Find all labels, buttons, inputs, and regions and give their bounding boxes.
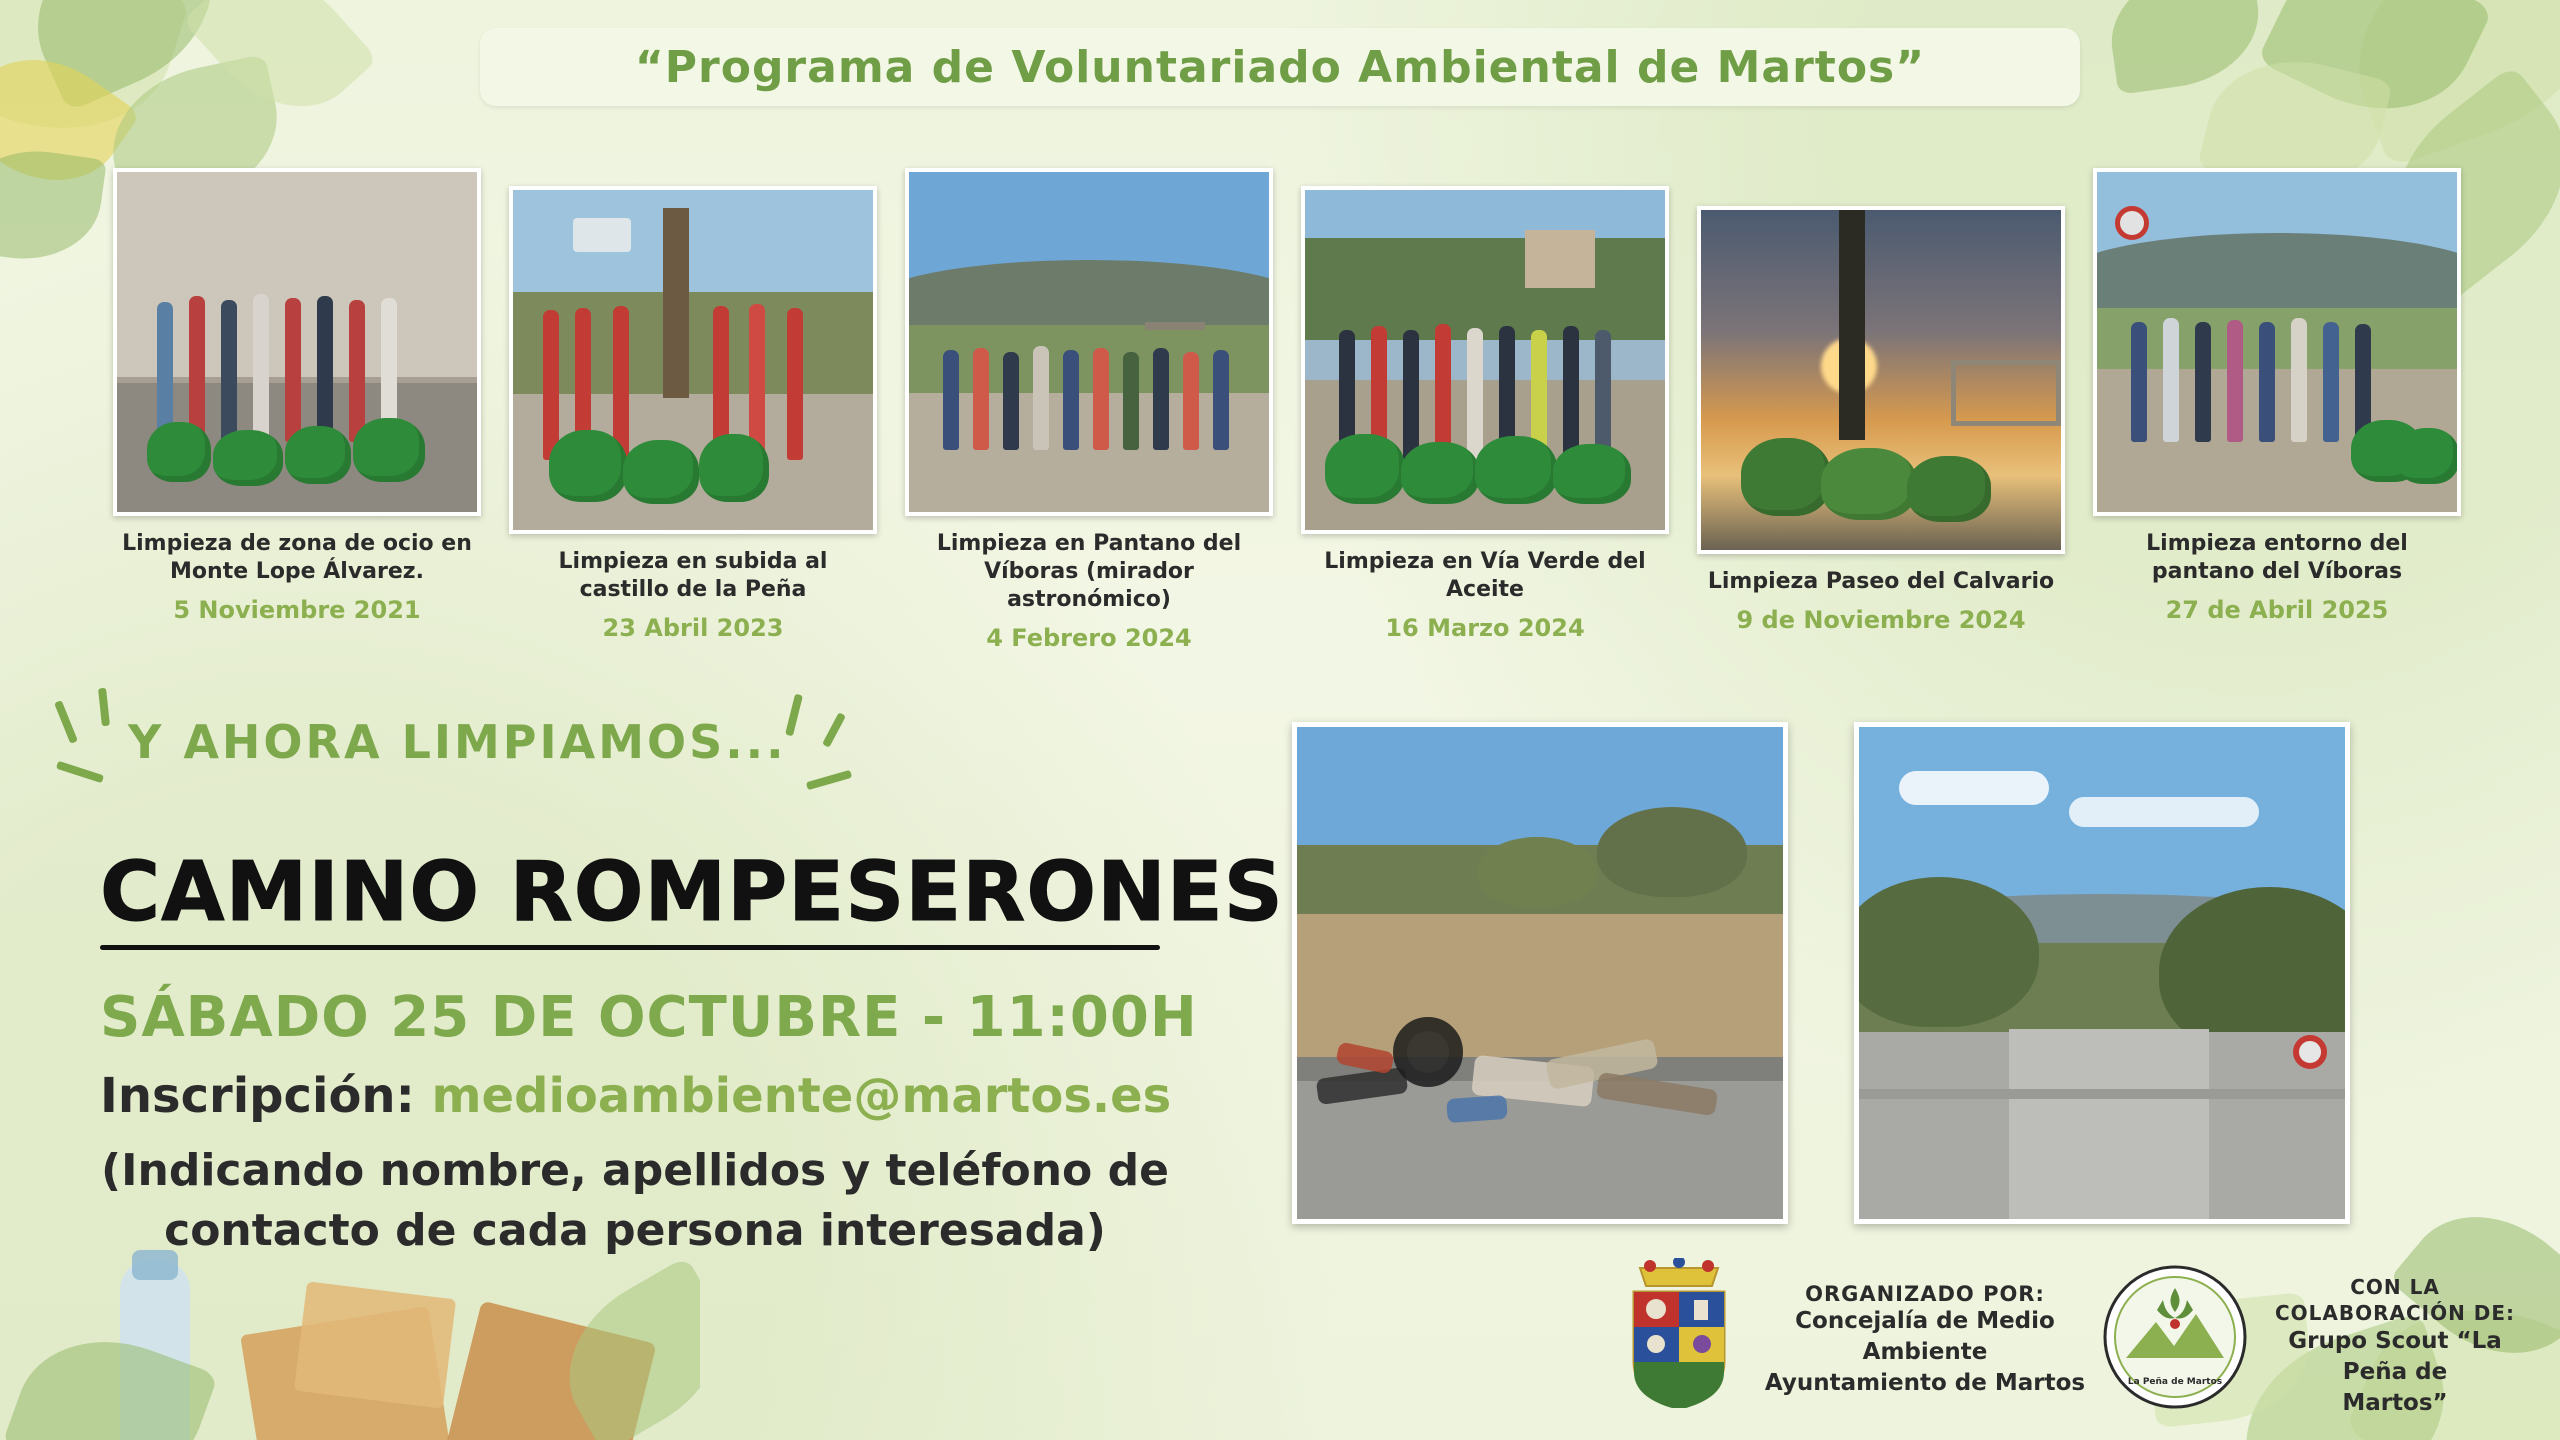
gallery-caption: Limpieza en subida al castillo de la Peña: [558, 549, 828, 603]
gallery-date: 9 de Noviembre 2024: [1736, 606, 2026, 635]
gallery-item: [508, 186, 878, 652]
target-location-photos: [1292, 722, 2350, 1224]
event-datetime: SÁBADO 25 DE OCTUBRE - 11:00H: [100, 985, 1198, 1050]
photo-clean-road: [1854, 722, 2350, 1224]
gallery-date: 5 Noviembre 2021: [173, 596, 421, 625]
header-banner: [480, 28, 2080, 106]
signup-email[interactable]: medioambiente@martos.es: [431, 1068, 1172, 1124]
gallery-caption: Limpieza entorno del pantano del Víboras: [2146, 531, 2408, 585]
organizer-line-1: Concejalía de Medio Ambiente: [1795, 1308, 2055, 1366]
gallery-photo: [2093, 168, 2461, 516]
gallery-photo: [905, 168, 1273, 516]
past-cleanups-gallery: [112, 168, 2462, 652]
gallery-item: [1300, 186, 1670, 652]
collaborator-line-2: Martos”: [2342, 1390, 2448, 1417]
gallery-caption: Limpieza en Pantano del Víboras (mirador astronómico): [936, 531, 1242, 613]
gallery-caption: Limpieza de zona de ocio en Monte Lope Álvarez.: [122, 531, 472, 585]
gallery-photo: [509, 186, 877, 534]
gallery-date: 16 Marzo 2024: [1385, 614, 1585, 643]
organizer-block: [1760, 1282, 2090, 1399]
collaborator-line-1: Grupo Scout “La Peña de: [2288, 1328, 2502, 1386]
gallery-date: 4 Febrero 2024: [986, 624, 1192, 653]
event-title: CAMINO ROMPESERONES: [100, 845, 1284, 940]
photo-dumping-site: [1292, 722, 1788, 1224]
page-title: “Programa de Voluntariado Ambiental de Martos”: [634, 41, 1926, 93]
gallery-photo: [1697, 206, 2065, 554]
event-kicker: Y AHORA LIMPIAMOS...: [128, 715, 787, 769]
gallery-date: 23 Abril 2023: [602, 614, 784, 643]
escudo-ayuntamiento-icon: [1620, 1258, 1738, 1408]
collaborator-block: [2260, 1274, 2530, 1419]
footer: [1620, 1250, 2520, 1430]
gallery-date: 27 de Abril 2025: [2165, 596, 2389, 625]
organizer-label: ORGANIZADO POR:: [1805, 1282, 2045, 1306]
svg-text:La Peña de Martos: La Peña de Martos: [2127, 1377, 2223, 1387]
event-title-underline: [100, 945, 1160, 950]
gallery-item: [1696, 206, 2066, 652]
grupo-scout-logo-icon: [2100, 1262, 2250, 1412]
gallery-caption: Limpieza Paseo del Calvario: [1707, 569, 2055, 594]
gallery-caption: Limpieza en Vía Verde del Aceite: [1324, 549, 1646, 603]
organizer-line-2: Ayuntamiento de Martos: [1764, 1370, 2086, 1397]
signup-note-line-2: contacto de cada persona interesada): [164, 1205, 1106, 1256]
gallery-photo: [113, 168, 481, 516]
gallery-item: [112, 168, 482, 652]
gallery-photo: [1301, 186, 1669, 534]
signup-row: [100, 1068, 1171, 1124]
collaborator-label: CON LA COLABORACIÓN DE:: [2274, 1275, 2516, 1325]
gallery-item: [904, 168, 1274, 652]
gallery-item: [2092, 168, 2462, 652]
signup-label: Inscripción:: [100, 1068, 415, 1124]
signup-note-line-1: (Indicando nombre, apellidos y teléfono de: [101, 1145, 1169, 1196]
